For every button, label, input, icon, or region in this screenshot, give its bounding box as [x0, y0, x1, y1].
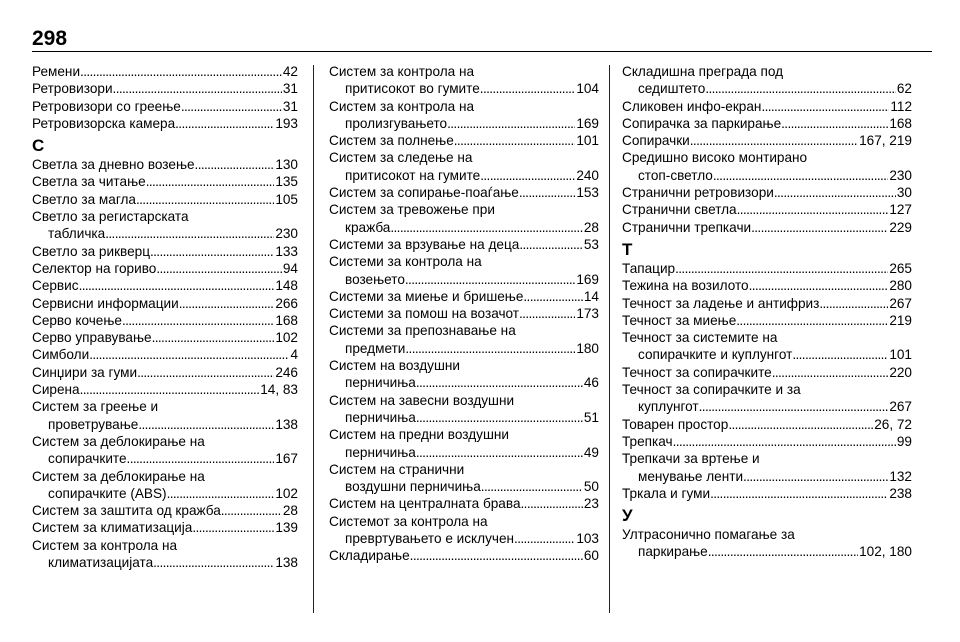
- entry-term: Серво управување: [32, 330, 152, 346]
- index-entry: [329, 149, 599, 166]
- index-entry: [32, 312, 298, 329]
- leader-dots: [480, 80, 576, 97]
- entry-page-ref: 139: [275, 520, 298, 536]
- leader-dots: [480, 167, 575, 184]
- leader-dots: [113, 80, 282, 97]
- index-entry: [329, 63, 599, 80]
- entry-term: Ретровизори со греење: [32, 98, 181, 114]
- entry-term: Светло за магла: [32, 191, 136, 207]
- index-entry: [32, 98, 298, 115]
- index-entry-continuation: [622, 167, 912, 184]
- index-entry: [329, 253, 599, 270]
- entry-term: Течност за сопирачките: [622, 364, 772, 380]
- index-columns: [32, 63, 932, 623]
- index-entry: [329, 426, 599, 443]
- entry-term: Системи за препознавање на: [329, 323, 516, 339]
- entry-page-ref: 60: [583, 548, 599, 564]
- index-entry: [622, 98, 912, 115]
- entry-page-ref: 101: [889, 347, 912, 363]
- entry-term: Системи за врзување на деца: [329, 236, 520, 252]
- entry-term: Ултрасонично помагање за: [622, 527, 795, 543]
- entry-page-ref: 30: [896, 185, 912, 201]
- entry-term-continuation: менување ленти: [638, 468, 744, 484]
- leader-dots: [705, 80, 896, 97]
- leader-dots: [743, 468, 888, 485]
- entry-term: Течност за системите на: [622, 330, 778, 346]
- index-entry: [32, 398, 298, 415]
- index-column-3: [622, 63, 912, 561]
- entry-page-ref: 138: [275, 555, 298, 571]
- index-entry: [32, 519, 298, 536]
- index-entry-continuation: [329, 219, 599, 236]
- entry-term: Систем за заштита од кражба: [32, 503, 221, 519]
- index-entry: [622, 450, 912, 467]
- entry-page-ref: 28: [583, 219, 599, 235]
- index-entry: [329, 547, 599, 564]
- entry-term-continuation: куплунгот: [638, 399, 699, 415]
- index-entry: [32, 502, 298, 519]
- entry-page-ref: 135: [275, 174, 298, 190]
- entry-term: Течност за миење: [622, 312, 737, 328]
- entry-page-ref: 103: [576, 531, 599, 547]
- entry-term: Систем за контрола на: [329, 64, 475, 79]
- index-entry: [329, 288, 599, 305]
- leader-dots: [390, 219, 583, 236]
- entry-page-ref: 31: [282, 81, 298, 97]
- index-entry-continuation: [329, 444, 599, 461]
- entry-page-ref: 230: [275, 226, 298, 242]
- entry-page-ref: 138: [275, 416, 298, 432]
- leader-dots: [138, 416, 274, 433]
- index-entry: [622, 63, 912, 80]
- index-entry: [622, 364, 912, 381]
- entry-term: Систем на воздушни: [329, 358, 460, 374]
- entry-term: Складирање: [329, 548, 410, 564]
- index-entry: [32, 346, 298, 363]
- leader-dots: [195, 156, 275, 173]
- index-entry: [32, 156, 298, 173]
- index-entry-continuation: [32, 450, 298, 467]
- entry-term: Тапацир: [622, 260, 676, 276]
- entry-page-ref: 31: [282, 98, 298, 114]
- entry-page-ref: 50: [583, 479, 599, 495]
- leader-dots: [792, 346, 888, 363]
- entry-term: Течност за сопирачките и за: [622, 382, 801, 398]
- leader-dots: [728, 416, 873, 433]
- entry-page-ref: 169: [576, 115, 599, 131]
- section-letter: У: [622, 506, 633, 526]
- entry-term: Систем за греење и: [32, 399, 159, 415]
- leader-dots: [761, 98, 889, 115]
- entry-page-ref: 62: [896, 81, 912, 97]
- leader-dots: [80, 381, 260, 398]
- index-entry-continuation: [32, 225, 298, 242]
- entry-term-continuation: перничиња: [345, 375, 416, 391]
- index-entry: [329, 513, 599, 530]
- entry-page-ref: 46: [583, 375, 599, 391]
- entry-term: Систем за контрола на: [32, 537, 178, 553]
- leader-dots: [713, 167, 888, 184]
- entry-page-ref: 112: [890, 98, 912, 114]
- leader-dots: [519, 236, 583, 253]
- entry-page-ref: 127: [889, 202, 912, 218]
- entry-page-ref: 267: [889, 295, 912, 311]
- index-entry: [622, 201, 912, 218]
- index-entry-continuation: [329, 271, 599, 288]
- entry-term: Систем за тревожење при: [329, 202, 495, 218]
- entry-page-ref: 167: [275, 451, 298, 467]
- entry-term: Тежина на возилото: [622, 278, 749, 294]
- index-entry: [32, 381, 298, 398]
- leader-dots: [749, 277, 889, 294]
- index-entry: [329, 322, 599, 339]
- entry-term: Селектор на гориво: [32, 260, 157, 276]
- entry-page-ref: 42: [282, 64, 298, 79]
- leader-dots: [127, 450, 275, 467]
- entry-term: Светло за регистарската: [32, 209, 189, 225]
- index-entry-continuation: [32, 416, 298, 433]
- entry-term: Ретровизори: [32, 81, 113, 97]
- index-entry: [622, 184, 912, 201]
- index-entry: [622, 433, 912, 450]
- index-entry-continuation: [622, 543, 912, 560]
- leader-dots: [774, 184, 896, 201]
- entry-page-ref: 153: [576, 185, 599, 201]
- entry-term: Системи за контрола на: [329, 254, 482, 270]
- entry-page-ref: 168: [275, 312, 298, 328]
- leader-dots: [736, 312, 888, 329]
- leader-dots: [175, 115, 274, 132]
- entry-page-ref: 51: [583, 409, 599, 425]
- entry-term-continuation: возењето: [345, 271, 405, 287]
- entry-term: Систем за деблокирање на: [32, 468, 205, 484]
- index-entry-continuation: [329, 167, 599, 184]
- index-entry: [329, 98, 599, 115]
- entry-page-ref: 280: [889, 278, 912, 294]
- entry-page-ref: 23: [583, 496, 599, 512]
- leader-dots: [447, 115, 575, 132]
- entry-term: Систем на предни воздушни: [329, 427, 509, 443]
- entry-term: Систем на централната брава: [329, 496, 521, 512]
- entry-page-ref: 102: [275, 485, 298, 501]
- entry-term: Трепкачи за вртење и: [622, 451, 760, 467]
- entry-page-ref: 99: [896, 433, 912, 449]
- entry-page-ref: 133: [275, 243, 298, 259]
- entry-page-ref: 229: [889, 219, 912, 235]
- entry-term-continuation: сопирачките (ABS): [48, 485, 167, 501]
- index-entry-continuation: [622, 80, 912, 97]
- leader-dots: [410, 547, 583, 564]
- leader-dots: [221, 502, 282, 519]
- index-entry-continuation: [622, 468, 912, 485]
- leader-dots: [673, 433, 896, 450]
- index-entry-continuation: [32, 485, 298, 502]
- entry-term-continuation: предмети: [345, 340, 406, 356]
- leader-dots: [179, 295, 275, 312]
- entry-page-ref: 238: [889, 485, 912, 501]
- entry-term: Систем за контрола на: [329, 98, 475, 114]
- index-entry-continuation: [329, 340, 599, 357]
- entry-term-continuation: притисокот во гумите: [345, 81, 480, 97]
- index-entry: [32, 329, 298, 346]
- leader-dots: [150, 243, 274, 260]
- entry-term: Ретровизорска камера: [32, 115, 176, 131]
- leader-dots: [405, 340, 575, 357]
- index-entry-continuation: [622, 346, 912, 363]
- entry-term: Сопирачка за паркирање: [622, 115, 782, 131]
- entry-term: Странични ретровизори: [622, 185, 774, 201]
- index-entry: [622, 260, 912, 277]
- entry-term: Систем за полнење: [329, 133, 454, 149]
- leader-dots: [708, 543, 858, 560]
- entry-page-ref: 102: [275, 330, 298, 346]
- index-entry: [329, 305, 599, 322]
- index-entry-continuation: [32, 554, 298, 571]
- page-number: 298: [32, 27, 68, 50]
- index-entry: [622, 149, 912, 166]
- entry-term-continuation: седиштето: [638, 81, 706, 97]
- entry-term: Серво кочење: [32, 312, 122, 328]
- entry-page-ref: 14, 83: [260, 382, 298, 398]
- entry-term: Системот за контрола на: [329, 513, 488, 529]
- leader-dots: [80, 63, 282, 80]
- entry-page-ref: 105: [275, 191, 298, 207]
- leader-dots: [481, 478, 583, 495]
- entry-page-ref: 219: [889, 312, 912, 328]
- leader-dots: [79, 277, 275, 294]
- index-entry: [32, 364, 298, 381]
- entry-term: Светла за дневно возење: [32, 157, 195, 173]
- index-entry: [329, 184, 599, 201]
- entry-page-ref: 169: [576, 271, 599, 287]
- leader-dots: [416, 409, 583, 426]
- column-divider: [609, 65, 610, 613]
- entry-page-ref: 246: [275, 364, 298, 380]
- entry-term-continuation: сопирачките и куплунгот: [638, 347, 793, 363]
- index-entry: [32, 115, 298, 132]
- index-entry: [32, 173, 298, 190]
- leader-dots: [519, 184, 575, 201]
- index-entry: [622, 526, 912, 543]
- entry-term-continuation: превртувањето е исклучен: [345, 531, 515, 547]
- entry-term: Складишна преграда под: [622, 64, 784, 79]
- entry-page-ref: 26, 72: [874, 416, 912, 432]
- leader-dots: [181, 98, 282, 115]
- entry-term-continuation: стоп-светло: [638, 167, 713, 183]
- entry-term: Систем за деблокирање на: [32, 433, 205, 449]
- leader-dots: [122, 312, 274, 329]
- leader-dots: [89, 346, 289, 363]
- index-entry-continuation: [329, 530, 599, 547]
- entry-page-ref: 148: [275, 278, 298, 294]
- index-entry: [329, 461, 599, 478]
- leader-dots: [710, 485, 888, 502]
- leader-dots: [153, 554, 274, 571]
- index-entry: [622, 381, 912, 398]
- index-entry-continuation: [622, 398, 912, 415]
- entry-page-ref: 267: [889, 399, 912, 415]
- entry-page-ref: 193: [275, 115, 298, 131]
- leader-dots: [772, 364, 889, 381]
- entry-term: Трепкач: [622, 433, 673, 449]
- index-entry: [32, 208, 298, 225]
- entry-term: Систем за климатизација: [32, 520, 193, 536]
- entry-term-continuation: кражба: [345, 219, 391, 235]
- leader-dots: [192, 519, 274, 536]
- entry-page-ref: 101: [576, 133, 599, 149]
- leader-dots: [737, 201, 889, 218]
- entry-term: Странични светла: [622, 202, 737, 218]
- entry-page-ref: 132: [889, 468, 912, 484]
- entry-term: Светло за рикверц: [32, 243, 150, 259]
- entry-term: Сервисни информации: [32, 295, 179, 311]
- entry-page-ref: 130: [275, 157, 298, 173]
- entry-term: Симболи: [32, 347, 90, 363]
- entry-page-ref: 94: [282, 260, 298, 276]
- entry-term: Сликовен инфо-екран: [622, 98, 762, 114]
- entry-term-continuation: перничиња: [345, 444, 416, 460]
- index-entry: [329, 357, 599, 374]
- leader-dots: [152, 329, 275, 346]
- entry-term: Ремени: [32, 64, 81, 79]
- index-column-1: [32, 63, 298, 571]
- entry-term: Систем за следење на: [329, 150, 473, 166]
- entry-term-continuation: сопирачките: [48, 451, 127, 467]
- entry-term-continuation: табличка: [48, 226, 106, 242]
- entry-page-ref: 14: [583, 288, 599, 304]
- entry-term: Системи за миење и бришење: [329, 288, 524, 304]
- leader-dots: [146, 173, 275, 190]
- leader-dots: [675, 260, 888, 277]
- leader-dots: [690, 132, 858, 149]
- leader-dots: [416, 444, 583, 461]
- entry-term: Светла за читање: [32, 174, 146, 190]
- entry-term-continuation: воздушни перничиња: [345, 479, 481, 495]
- entry-page-ref: 266: [275, 295, 298, 311]
- index-entry: [32, 537, 298, 554]
- entry-term: Систем за сопирање-поаѓање: [329, 185, 519, 201]
- leader-dots: [699, 398, 889, 415]
- entry-term: Синџири за гуми: [32, 364, 138, 380]
- entry-page-ref: 173: [576, 306, 599, 322]
- entry-term-continuation: пролизгувањето: [345, 115, 448, 131]
- entry-page-ref: 180: [576, 340, 599, 356]
- entry-page-ref: 49: [583, 444, 599, 460]
- index-entry: [329, 132, 599, 149]
- section-letter: Т: [622, 239, 633, 259]
- index-entry: [622, 295, 912, 312]
- index-entry: [32, 468, 298, 485]
- entry-page-ref: 168: [889, 115, 912, 131]
- index-entry-continuation: [329, 374, 599, 391]
- index-entry: [32, 243, 298, 260]
- entry-term: Систем на завесни воздушни: [329, 392, 515, 408]
- entry-term-continuation: климатизацијата: [48, 555, 154, 571]
- entry-page-ref: 230: [889, 167, 912, 183]
- index-entry: [622, 115, 912, 132]
- entry-page-ref: 53: [583, 236, 599, 252]
- entry-page-ref: 167, 219: [859, 133, 912, 149]
- entry-term-continuation: паркирање: [638, 544, 708, 560]
- entry-term: Системи за помош на возачот: [329, 306, 520, 322]
- index-entry: [32, 260, 298, 277]
- leader-dots: [137, 364, 274, 381]
- index-entry: [32, 433, 298, 450]
- index-entry-continuation: [329, 115, 599, 132]
- index-entry: [622, 485, 912, 502]
- leader-dots: [519, 305, 575, 322]
- entry-term-continuation: притисокот на гумите: [345, 167, 481, 183]
- index-entry: [329, 392, 599, 409]
- index-entry-continuation: [329, 478, 599, 495]
- index-entry: [32, 191, 298, 208]
- index-entry: [32, 277, 298, 294]
- leader-dots: [781, 115, 888, 132]
- entry-page-ref: 240: [576, 167, 599, 183]
- leader-dots: [819, 295, 888, 312]
- entry-term-continuation: перничиња: [345, 409, 416, 425]
- index-entry: [622, 132, 912, 149]
- index-entry: [329, 495, 599, 512]
- index-entry: [622, 329, 912, 346]
- entry-term: Средишно високо монтирано: [622, 150, 808, 166]
- entry-page-ref: 28: [282, 503, 298, 519]
- header-rule: [32, 51, 932, 52]
- entry-term: Товарен простор: [622, 416, 729, 432]
- leader-dots: [751, 219, 888, 236]
- leader-dots: [105, 225, 274, 242]
- entry-page-ref: 104: [576, 81, 599, 97]
- entry-term: Сервис: [32, 278, 79, 294]
- leader-dots: [521, 495, 583, 512]
- index-entry-continuation: [329, 80, 599, 97]
- leader-dots: [156, 260, 282, 277]
- index-entry: [329, 201, 599, 218]
- leader-dots: [136, 191, 274, 208]
- index-entry: [329, 236, 599, 253]
- index-entry: [32, 295, 298, 312]
- leader-dots: [454, 132, 576, 149]
- section-letter: С: [32, 136, 45, 156]
- index-entry-continuation: [329, 409, 599, 426]
- index-column-2: [329, 63, 599, 565]
- entry-term: Тркала и гуми: [622, 485, 711, 501]
- entry-page-ref: 265: [889, 260, 912, 276]
- entry-term: Сирена: [32, 382, 80, 398]
- index-entry: [622, 416, 912, 433]
- leader-dots: [405, 271, 575, 288]
- leader-dots: [416, 374, 583, 391]
- entry-term: Сопирачки: [622, 133, 690, 149]
- index-entry: [622, 277, 912, 294]
- index-entry: [32, 80, 298, 97]
- entry-page-ref: 102, 180: [859, 544, 912, 560]
- index-entry: [32, 63, 298, 80]
- entry-term: Течност за ладење и антифриз: [622, 295, 820, 311]
- leader-dots: [514, 530, 575, 547]
- entry-term-continuation: проветрување: [48, 416, 139, 432]
- leader-dots: [523, 288, 582, 305]
- leader-dots: [167, 485, 275, 502]
- entry-page-ref: 4: [290, 347, 298, 363]
- column-divider: [313, 65, 314, 613]
- entry-page-ref: 220: [889, 364, 912, 380]
- index-entry: [622, 312, 912, 329]
- index-entry: [622, 219, 912, 236]
- entry-term: Странични трепкачи: [622, 219, 752, 235]
- entry-term: Систем на странични: [329, 461, 465, 477]
